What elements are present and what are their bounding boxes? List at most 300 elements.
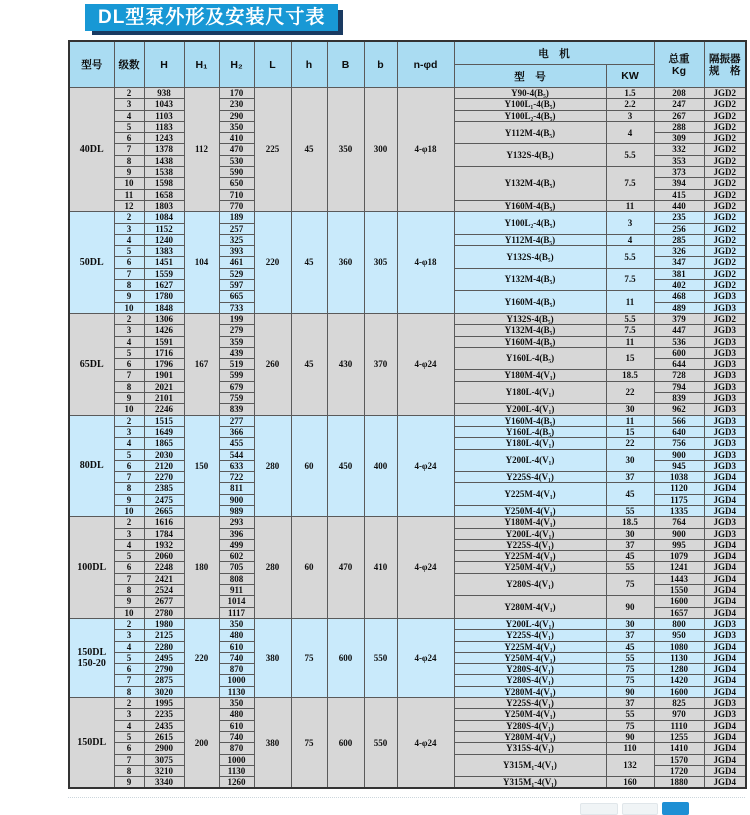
isolator-spec-cell: JGD4	[704, 641, 746, 652]
dim-H-cell: 1426	[144, 325, 184, 336]
pump-model-cell: 50DL	[69, 212, 114, 314]
dim-H2-cell: 529	[219, 268, 254, 279]
weight-cell: 309	[654, 133, 704, 144]
dim-H-cell: 1848	[144, 302, 184, 313]
weight-cell: 379	[654, 313, 704, 324]
motor-kw-cell: 1.5	[606, 88, 654, 99]
dim-H-cell: 1084	[144, 212, 184, 223]
pump-model-cell: 150DL 150-20	[69, 618, 114, 697]
motor-kw-cell: 11	[606, 200, 654, 211]
weight-cell: 825	[654, 698, 704, 709]
motor-kw-cell: 90	[606, 596, 654, 619]
isolator-spec-cell: JGD3	[704, 517, 746, 528]
isolator-spec-cell: JGD4	[704, 573, 746, 584]
motor-kw-cell: 55	[606, 652, 654, 663]
dim-H2-cell: 811	[219, 483, 254, 494]
dim-H2-cell: 396	[219, 528, 254, 539]
dim-H-cell: 1538	[144, 167, 184, 178]
isolator-spec-cell: JGD3	[704, 393, 746, 404]
motor-model-cell: Y280S-4(V₁)	[454, 573, 606, 596]
isolator-spec-cell: JGD2	[704, 155, 746, 166]
stage-cell: 6	[114, 743, 144, 754]
dim-H2-cell: 650	[219, 178, 254, 189]
dim-H-cell: 2665	[144, 505, 184, 516]
header-motor-model: 型 号	[454, 65, 606, 88]
weight-cell: 402	[654, 280, 704, 291]
dim-h-cell: 45	[291, 212, 327, 314]
dim-H2-cell: 499	[219, 539, 254, 550]
isolator-spec-cell: JGD4	[704, 505, 746, 516]
dim-H-cell: 2030	[144, 449, 184, 460]
weight-cell: 1657	[654, 607, 704, 618]
dim-B-cell: 350	[327, 88, 364, 212]
stage-cell: 10	[114, 505, 144, 516]
bolt-holes-cell: 4-φ18	[397, 88, 454, 212]
dim-H2-cell: 199	[219, 313, 254, 324]
motor-model-cell: Y250M-4(V₁)	[454, 505, 606, 516]
motor-kw-cell: 2.2	[606, 99, 654, 110]
dim-H-cell: 2125	[144, 630, 184, 641]
isolator-spec-cell: JGD3	[704, 404, 746, 415]
dim-H2-cell: 519	[219, 359, 254, 370]
motor-kw-cell: 75	[606, 720, 654, 731]
motor-model-cell: Y280S-4(V₁)	[454, 664, 606, 675]
dim-H-cell: 2475	[144, 494, 184, 505]
motor-model-cell: Y280M-4(V₁)	[454, 596, 606, 619]
isolator-spec-cell: JGD2	[704, 268, 746, 279]
motor-model-cell: Y100L₂-4(B₅)	[454, 110, 606, 121]
dim-H-cell: 1378	[144, 144, 184, 155]
motor-model-cell: Y160M-4(B₅)	[454, 200, 606, 211]
motor-kw-cell: 37	[606, 472, 654, 483]
dim-H-cell: 3340	[144, 777, 184, 789]
stage-cell: 8	[114, 585, 144, 596]
page-title: DL型泵外形及安装尺寸表	[85, 4, 338, 31]
dim-H2-cell: 665	[219, 291, 254, 302]
dim-H-cell: 1043	[144, 99, 184, 110]
dim-H-cell: 2235	[144, 709, 184, 720]
dim-H-cell: 2248	[144, 562, 184, 573]
weight-cell: 373	[654, 167, 704, 178]
isolator-spec-cell: JGD4	[704, 686, 746, 697]
dim-H2-cell: 733	[219, 302, 254, 313]
weight-cell: 1241	[654, 562, 704, 573]
dim-b-cell: 550	[364, 698, 397, 789]
motor-kw-cell: 7.5	[606, 167, 654, 201]
dim-H-cell: 1627	[144, 280, 184, 291]
dim-H2-cell: 1130	[219, 765, 254, 776]
header-isolator	[704, 41, 746, 88]
stage-cell: 6	[114, 359, 144, 370]
motor-model-cell: Y132M-4(B₅)	[454, 268, 606, 291]
stage-cell: 9	[114, 291, 144, 302]
motor-kw-cell: 11	[606, 291, 654, 314]
isolator-spec-cell: JGD3	[704, 381, 746, 392]
isolator-spec-cell: JGD4	[704, 652, 746, 663]
dim-H2-cell: 705	[219, 562, 254, 573]
dim-H2-cell: 870	[219, 743, 254, 754]
dim-H2-cell: 461	[219, 257, 254, 268]
stage-cell: 2	[114, 517, 144, 528]
weight-cell: 440	[654, 200, 704, 211]
dim-b-cell: 410	[364, 517, 397, 619]
isolator-spec-cell: JGD3	[704, 449, 746, 460]
motor-kw-cell: 22	[606, 438, 654, 449]
weight-cell: 285	[654, 234, 704, 245]
isolator-spec-cell: JGD3	[704, 359, 746, 370]
dim-H2-cell: 366	[219, 426, 254, 437]
isolator-spec-cell: JGD4	[704, 483, 746, 494]
footer-divider	[68, 797, 745, 798]
dim-h-cell: 60	[291, 415, 327, 517]
motor-kw-cell: 22	[606, 381, 654, 404]
dim-H2-cell: 989	[219, 505, 254, 516]
dim-B-cell: 600	[327, 618, 364, 697]
isolator-spec-cell: JGD2	[704, 313, 746, 324]
dim-H-cell: 2101	[144, 393, 184, 404]
dim-H-cell: 2615	[144, 731, 184, 742]
bolt-holes-cell: 4-φ18	[397, 212, 454, 314]
motor-model-cell: Y200L-4(V₁)	[454, 528, 606, 539]
pump-model-cell: 150DL	[69, 698, 114, 789]
motor-kw-cell: 132	[606, 754, 654, 777]
dim-H2-cell: 870	[219, 664, 254, 675]
isolator-spec-cell: JGD2	[704, 178, 746, 189]
motor-kw-cell: 75	[606, 664, 654, 675]
motor-model-cell: Y180M-4(V₁)	[454, 370, 606, 381]
weight-cell: 839	[654, 393, 704, 404]
weight-cell: 1600	[654, 686, 704, 697]
isolator-spec-cell: JGD3	[704, 291, 746, 302]
weight-cell: 794	[654, 381, 704, 392]
stage-cell: 5	[114, 246, 144, 257]
dim-H-cell: 3020	[144, 686, 184, 697]
stage-cell: 5	[114, 121, 144, 132]
dim-H-cell: 938	[144, 88, 184, 99]
dim-H-cell: 1784	[144, 528, 184, 539]
motor-model-cell: Y112M-4(B₅)	[454, 234, 606, 245]
dim-H2-cell: 293	[219, 517, 254, 528]
isolator-spec-cell: JGD4	[704, 720, 746, 731]
isolator-spec-cell: JGD2	[704, 246, 746, 257]
dim-H2-cell: 722	[219, 472, 254, 483]
isolator-spec-cell: JGD3	[704, 325, 746, 336]
dim-H2-cell: 602	[219, 551, 254, 562]
dim-H-cell: 1901	[144, 370, 184, 381]
motor-kw-cell: 160	[606, 777, 654, 789]
motor-kw-cell: 55	[606, 562, 654, 573]
stage-cell: 3	[114, 223, 144, 234]
dim-H2-cell: 439	[219, 347, 254, 358]
stage-cell: 7	[114, 268, 144, 279]
motor-model-cell: Y315M₁-4(V₁)	[454, 754, 606, 777]
motor-model-cell: Y280S-4(V₁)	[454, 720, 606, 731]
isolator-spec-cell: JGD4	[704, 664, 746, 675]
pager-button[interactable]	[580, 803, 618, 815]
header-B: B	[327, 41, 364, 88]
motor-model-cell: Y315M₁-4(V₁)	[454, 777, 606, 789]
dim-H-cell: 1616	[144, 517, 184, 528]
stage-cell: 3	[114, 709, 144, 720]
dim-H2-cell: 290	[219, 110, 254, 121]
motor-model-cell: Y280S-4(V₁)	[454, 675, 606, 686]
dim-H2-cell: 740	[219, 731, 254, 742]
header-weight	[654, 41, 704, 88]
motor-kw-cell: 90	[606, 686, 654, 697]
motor-model-cell: Y225S-4(V₁)	[454, 539, 606, 550]
dim-H-cell: 1780	[144, 291, 184, 302]
dim-H-cell: 2120	[144, 460, 184, 471]
stage-cell: 3	[114, 99, 144, 110]
weight-cell: 728	[654, 370, 704, 381]
stage-cell: 6	[114, 460, 144, 471]
bolt-holes-cell: 4-φ24	[397, 618, 454, 697]
dim-H-cell: 2790	[144, 664, 184, 675]
weight-cell: 1410	[654, 743, 704, 754]
weight-cell: 756	[654, 438, 704, 449]
dim-H2-cell: 610	[219, 720, 254, 731]
motor-model-cell: Y225M-4(V₁)	[454, 483, 606, 506]
pager-active-button[interactable]	[662, 802, 689, 815]
weight-cell: 1600	[654, 596, 704, 607]
dim-h-cell: 60	[291, 517, 327, 619]
dim-H2-cell: 359	[219, 336, 254, 347]
motor-model-cell: Y180M-4(V₁)	[454, 517, 606, 528]
dim-H2-cell: 1130	[219, 686, 254, 697]
bolt-holes-cell: 4-φ24	[397, 313, 454, 415]
dim-H2-cell: 633	[219, 460, 254, 471]
motor-model-cell: Y132S-4(B₅)	[454, 144, 606, 167]
dim-B-cell: 600	[327, 698, 364, 789]
motor-kw-cell: 45	[606, 483, 654, 506]
motor-model-cell: Y160L-4(B₅)	[454, 347, 606, 370]
dim-H-cell: 1649	[144, 426, 184, 437]
stage-cell: 2	[114, 313, 144, 324]
motor-model-cell: Y132S-4(B₅)	[454, 313, 606, 324]
dim-H2-cell: 1014	[219, 596, 254, 607]
weight-cell: 353	[654, 155, 704, 166]
motor-kw-cell: 5.5	[606, 313, 654, 324]
dim-H2-cell: 480	[219, 709, 254, 720]
stage-cell: 7	[114, 370, 144, 381]
isolator-spec-cell: JGD2	[704, 110, 746, 121]
weight-cell: 468	[654, 291, 704, 302]
dim-H2-cell: 597	[219, 280, 254, 291]
isolator-spec-cell: JGD4	[704, 743, 746, 754]
stage-cell: 4	[114, 110, 144, 121]
weight-cell: 950	[654, 630, 704, 641]
table-header	[69, 41, 746, 88]
dim-H2-cell: 350	[219, 698, 254, 709]
dim-H2-cell: 1260	[219, 777, 254, 789]
stage-cell: 7	[114, 472, 144, 483]
dim-H-cell: 3075	[144, 754, 184, 765]
weight-cell: 1175	[654, 494, 704, 505]
stage-cell: 7	[114, 144, 144, 155]
motor-kw-cell: 37	[606, 630, 654, 641]
stage-cell: 10	[114, 607, 144, 618]
motor-model-cell: Y225M-4(V₁)	[454, 641, 606, 652]
dim-H-cell: 1591	[144, 336, 184, 347]
pump-model-cell: 80DL	[69, 415, 114, 517]
motor-kw-cell: 18.5	[606, 517, 654, 528]
isolator-spec-cell: JGD3	[704, 698, 746, 709]
stage-cell: 9	[114, 393, 144, 404]
stage-cell: 7	[114, 675, 144, 686]
weight-cell: 1720	[654, 765, 704, 776]
table-body	[69, 88, 746, 789]
weight-cell: 900	[654, 528, 704, 539]
dim-H-cell: 2021	[144, 381, 184, 392]
motor-model-cell: Y132S-4(B₅)	[454, 246, 606, 269]
dim-H-cell: 1559	[144, 268, 184, 279]
dim-H-cell: 1716	[144, 347, 184, 358]
dim-H1-cell: 150	[184, 415, 219, 517]
weight-cell: 288	[654, 121, 704, 132]
dim-L-cell: 260	[254, 313, 291, 415]
stage-cell: 9	[114, 167, 144, 178]
dim-H2-cell: 590	[219, 167, 254, 178]
dim-H-cell: 1383	[144, 246, 184, 257]
isolator-spec-cell: JGD2	[704, 99, 746, 110]
dim-H-cell: 1243	[144, 133, 184, 144]
motor-model-cell: Y112M-4(B₅)	[454, 121, 606, 144]
weight-cell: 536	[654, 336, 704, 347]
motor-kw-cell: 11	[606, 415, 654, 426]
motor-kw-cell: 55	[606, 505, 654, 516]
weight-cell: 247	[654, 99, 704, 110]
dim-H2-cell: 277	[219, 415, 254, 426]
motor-model-cell: Y200L-4(V₁)	[454, 618, 606, 629]
motor-kw-cell: 5.5	[606, 144, 654, 167]
dim-H2-cell: 839	[219, 404, 254, 415]
dim-H1-cell: 220	[184, 618, 219, 697]
isolator-spec-cell: JGD2	[704, 133, 746, 144]
stage-cell: 7	[114, 754, 144, 765]
motor-kw-cell: 55	[606, 709, 654, 720]
motor-model-cell: Y200L-4(V₁)	[454, 449, 606, 472]
dim-h-cell: 75	[291, 618, 327, 697]
dim-H2-cell: 530	[219, 155, 254, 166]
motor-kw-cell: 45	[606, 641, 654, 652]
stage-cell: 3	[114, 325, 144, 336]
weight-cell: 1280	[654, 664, 704, 675]
weight-cell: 347	[654, 257, 704, 268]
dim-H-cell: 2875	[144, 675, 184, 686]
weight-cell: 1130	[654, 652, 704, 663]
motor-kw-cell: 4	[606, 121, 654, 144]
stage-cell: 12	[114, 200, 144, 211]
isolator-spec-cell: JGD4	[704, 585, 746, 596]
isolator-spec-cell: JGD3	[704, 630, 746, 641]
motor-kw-cell: 30	[606, 618, 654, 629]
motor-kw-cell: 30	[606, 449, 654, 472]
weight-cell: 1080	[654, 641, 704, 652]
bolt-holes-cell: 4-φ24	[397, 698, 454, 789]
dim-H2-cell: 455	[219, 438, 254, 449]
isolator-spec-cell: JGD3	[704, 438, 746, 449]
stage-cell: 4	[114, 641, 144, 652]
weight-cell: 415	[654, 189, 704, 200]
stage-cell: 6	[114, 133, 144, 144]
isolator-spec-cell: JGD3	[704, 426, 746, 437]
stage-cell: 2	[114, 415, 144, 426]
stage-cell: 11	[114, 189, 144, 200]
stage-cell: 4	[114, 336, 144, 347]
dim-H-cell: 2421	[144, 573, 184, 584]
header-H2: H₂	[219, 41, 254, 88]
dim-H2-cell: 710	[219, 189, 254, 200]
header-motor-group: 电 机	[454, 41, 654, 65]
dim-H-cell: 1103	[144, 110, 184, 121]
dim-H-cell: 1451	[144, 257, 184, 268]
dim-H2-cell: 610	[219, 641, 254, 652]
stage-cell: 6	[114, 664, 144, 675]
motor-model-cell: Y225S-4(V₁)	[454, 698, 606, 709]
weight-cell: 256	[654, 223, 704, 234]
dim-H2-cell: 740	[219, 652, 254, 663]
isolator-spec-cell: JGD2	[704, 88, 746, 99]
isolator-spec-cell: JGD2	[704, 212, 746, 223]
motor-kw-cell: 18.5	[606, 370, 654, 381]
header-weight-line2: Kg	[672, 64, 686, 77]
dim-H-cell: 2246	[144, 404, 184, 415]
dim-H-cell: 2677	[144, 596, 184, 607]
motor-kw-cell: 3	[606, 212, 654, 235]
header-isolator-line1: 隔振器	[709, 52, 741, 65]
pump-model-cell: 40DL	[69, 88, 114, 212]
stage-cell: 9	[114, 596, 144, 607]
table-row	[69, 88, 746, 99]
motor-model-cell: Y160L-4(B₅)	[454, 426, 606, 437]
dim-H-cell: 2900	[144, 743, 184, 754]
dim-H2-cell: 1000	[219, 754, 254, 765]
isolator-spec-cell: JGD3	[704, 618, 746, 629]
isolator-spec-cell: JGD4	[704, 551, 746, 562]
weight-cell: 962	[654, 404, 704, 415]
motor-kw-cell: 75	[606, 675, 654, 686]
motor-model-cell: Y280M-4(V₁)	[454, 731, 606, 742]
weight-cell: 208	[654, 88, 704, 99]
dim-H2-cell: 1000	[219, 675, 254, 686]
motor-kw-cell: 11	[606, 336, 654, 347]
dim-H2-cell: 808	[219, 573, 254, 584]
motor-model-cell: Y180L-4(V₁)	[454, 381, 606, 404]
motor-model-cell: Y250M-4(V₁)	[454, 652, 606, 663]
isolator-spec-cell: JGD4	[704, 607, 746, 618]
dim-H2-cell: 410	[219, 133, 254, 144]
stage-cell: 4	[114, 539, 144, 550]
weight-cell: 764	[654, 517, 704, 528]
dim-H2-cell: 900	[219, 494, 254, 505]
stage-cell: 4	[114, 234, 144, 245]
header-model: 型号	[69, 41, 114, 88]
pager-button[interactable]	[622, 803, 658, 815]
motor-kw-cell: 110	[606, 743, 654, 754]
isolator-spec-cell: JGD2	[704, 280, 746, 291]
dim-h-cell: 45	[291, 313, 327, 415]
weight-cell: 900	[654, 449, 704, 460]
motor-model-cell: Y225S-4(V₁)	[454, 472, 606, 483]
weight-cell: 945	[654, 460, 704, 471]
dim-L-cell: 380	[254, 618, 291, 697]
dim-H-cell: 1598	[144, 178, 184, 189]
stage-cell: 10	[114, 302, 144, 313]
table-row	[69, 212, 746, 223]
dim-L-cell: 280	[254, 517, 291, 619]
dim-H2-cell: 470	[219, 144, 254, 155]
weight-cell: 489	[654, 302, 704, 313]
